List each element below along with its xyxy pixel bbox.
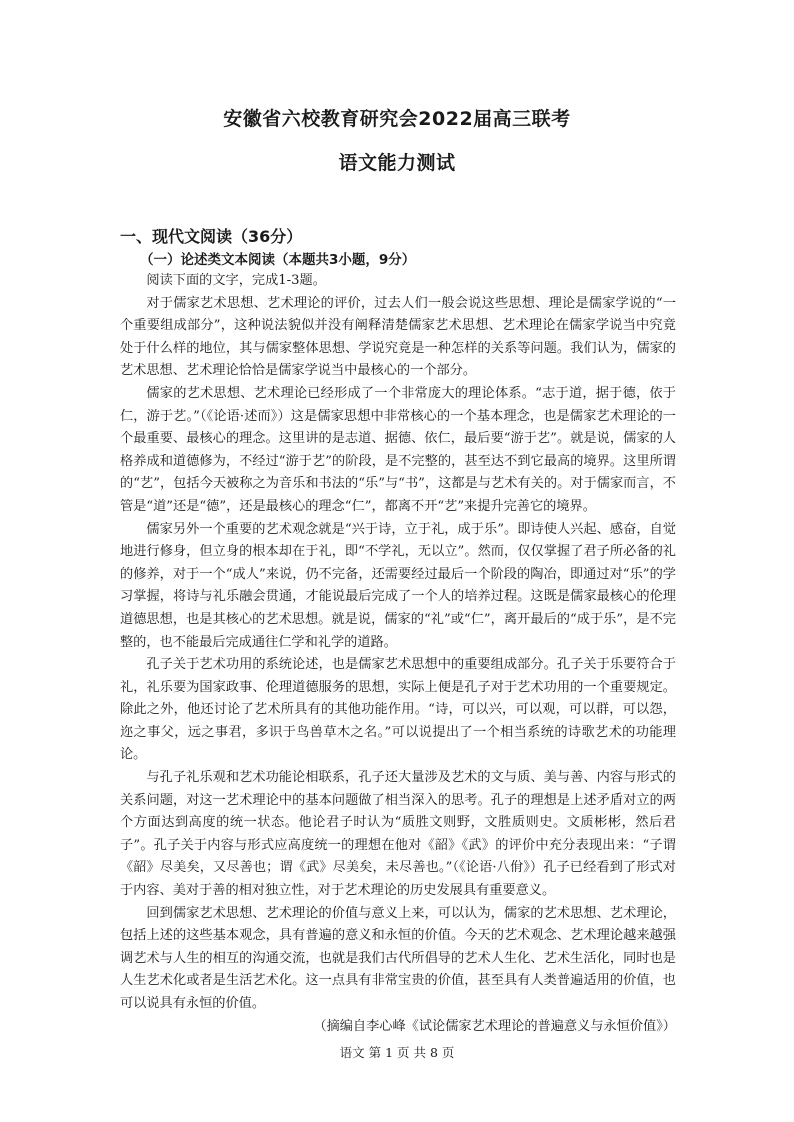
section-heading: 一、现代文阅读（36分） <box>120 227 303 246</box>
exam-title: 安徽省六校教育研究会2022届高三联考 <box>223 108 571 130</box>
paragraph: 回到儒家艺术思想、艺术理论的价值与意义上来，可以认为，儒家的艺术思想、艺术理论，包括上述的这些基本观念，具有普遍的意义和永恒的价值。今天的艺术观念、艺术理论越来越强调艺术与人生的相互的沟通交流，也就是我们古代所倡导的艺术人生化、艺术生活化，同时也是人生艺术化或者是生活艺术化。这一点具有非常宝贵的价值，甚至具有人类普遍适用的价值，也可以说具有永恒的价值。 <box>120 905 676 1011</box>
reading-passage <box>120 270 676 1038</box>
instruction-text: 阅读下面的文字，完成1-3题。 <box>146 273 326 288</box>
paragraph: 儒家另外一个重要的艺术观念就是“兴于诗，立于礼，成于乐”。即诗使人兴起、感奋，自觉地进行修身，但立身的根本却在于礼，即“不学礼，无以立”。然而，仅仅掌握了君子所必备的礼的修养，对于一个“成人”来说，仍不完备，还需要经过最后一个阶段的陶冶，即通过对“乐”的学习掌握，将诗与礼乐融会贯通，才能说最后完成了一个人的培养过程。这既是儒家最核心的伦理道德思想，也是其核心的艺术思想。就是说，儒家的“礼”或“仁”，离开最后的“成于乐”，是不完整的，也不能最后完成通往仁学和礼学的道路。 <box>120 521 676 650</box>
paragraph: 对于儒家艺术思想、艺术理论的评价，过去人们一般会说这些思想、理论是儒家学说的“一个重要组成部分”，这种说法貌似并没有阐释清楚儒家艺术思想、艺术理论在儒家学说当中究竟处于什么样的地位，其与儒家整体思想、学说究竟是一种怎样的关系等问题。我们认为，儒家的艺术思想、艺术理论恰恰是儒家学说当中最核心的一个部分。 <box>120 295 676 379</box>
paragraph: 儒家的艺术思想、艺术理论已经形成了一个非常庞大的理论体系。“志于道，据于德，依于仁，游于艺。”（《论语·述而》）这是儒家思想中非常核心的一个基本理念，也是儒家艺术理论的一个最重要、最核心的理念。这里讲的是志道、据德、依仁，最后要“游于艺”。就是说，儒家的人格养成和道德修为，不经过“游于艺”的阶段，是不完整的，甚至达不到它最高的境界。这里所谓的“艺”，包括今天被称之为音乐和书法的“乐”与“书”，这都是与艺术有关的。对于儒家而言，不管是“道”还是“德”，还是最核心的理念“仁”，都离不开“艺”来提升完善它的境界。 <box>120 385 676 514</box>
page-footer: 语文 第 1 页 共 8 页 <box>339 1045 455 1060</box>
paragraph: 孔子关于艺术功用的系统论述，也是儒家艺术思想中的重要组成部分。孔子关于乐要符合于礼，礼乐要为国家政事、伦理道德服务的思想，实际上便是孔子对于艺术功用的一个重要规定。除此之外，他还讨论了艺术所具有的其他功能作用。“诗，可以兴，可以观，可以群，可以怨，迩之事父，远之事君，多识于鸟兽草木之名。”可以说提出了一个相当系统的诗歌艺术的功能理论。 <box>120 657 676 763</box>
exam-subtitle: 语文能力测试 <box>338 152 456 174</box>
subsection-heading: （一）论述类文本阅读（本题共3小题，9分） <box>140 252 416 268</box>
paragraph: 与孔子礼乐观和艺术功能论相联系，孔子还大量涉及艺术的文与质、美与善、内容与形式的关系问题，对这一艺术理论中的基本问题做了相当深入的思考。孔子的理想是上述矛盾对立的两个方面达到高度的统一状态。他论君子时认为“质胜文则野，文胜质则史。文质彬彬，然后君子”。孔子关于内容与形式应高度统一的理想在他对《韶》《武》的评价中充分表现出来：“子谓《韶》尽美矣，又尽善也；谓《武》尽美矣，未尽善也。”（《论语·八佾》）孔子已经看到了形式对于内容、美对于善的相对独立性，对于艺术理论的历史发展具有重要意义。 <box>120 770 676 899</box>
source-citation: （摘编自李心峰《试论儒家艺术理论的普遍意义与永恒价值》） <box>313 1018 676 1034</box>
